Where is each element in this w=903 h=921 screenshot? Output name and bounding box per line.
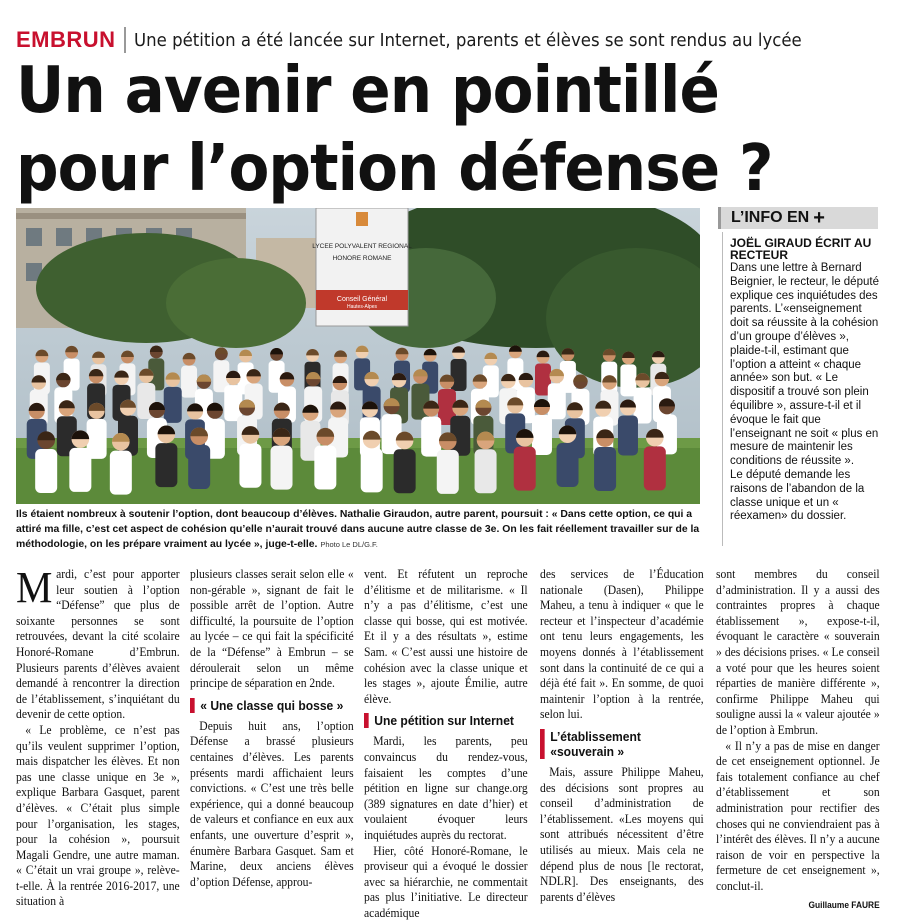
person-body	[394, 449, 416, 493]
sign-line-2: HONORE ROMANE	[333, 255, 393, 262]
group-photo-illustration	[16, 208, 700, 504]
sign-banner-2: Hautes-Alpes	[347, 304, 378, 310]
article-column-3	[364, 567, 528, 921]
person-body	[548, 383, 566, 419]
subheading-bar	[364, 713, 369, 728]
person-body	[437, 450, 459, 494]
info-sidebar	[718, 207, 878, 546]
plus-icon: +	[813, 207, 825, 230]
subheading-text: L’établissement «souverain »	[550, 729, 703, 759]
person-body	[618, 415, 638, 455]
person-body	[181, 366, 197, 398]
sidebar-paragraph: Le député demande les raisons de l’abandon de la classe unique et un « réexamen» du dossier.	[730, 469, 880, 524]
subheading	[540, 729, 704, 759]
person-body	[314, 445, 336, 489]
person-body	[514, 447, 536, 491]
article-paragraph: Hier, côté Honoré-Romane, le proviseur qui a évoqué le dossier avec sa hiérarchie, ne commentait pas plus l’initiative. Le directeur académique	[364, 844, 528, 921]
subheading-text: Une pétition sur Internet	[374, 713, 514, 728]
sign-line-1: LYCEE POLYVALENT REGIONAL	[312, 243, 412, 250]
drop-cap: M	[16, 569, 52, 607]
person-body	[239, 444, 261, 488]
article-column-4	[540, 567, 704, 905]
person-body	[69, 448, 91, 492]
subheading-bar	[190, 698, 195, 713]
sidebar-title: JOËL GIRAUD ÉCRIT AU RECTEUR	[730, 237, 878, 261]
person-body	[475, 449, 497, 493]
sidebar-body	[730, 262, 880, 524]
person-body	[155, 443, 177, 487]
person-body	[224, 385, 242, 421]
kicker	[16, 26, 859, 54]
subheading	[364, 713, 528, 728]
sidebar-divider	[722, 232, 723, 546]
person-body	[110, 451, 132, 495]
author-byline: Guillaume FAURE	[716, 898, 880, 914]
subheading-bar	[540, 729, 545, 759]
article-paragraph: Depuis huit ans, l’option Défense a brassé plusieurs centaines d’élèves. Les parents présents mardi affichaient leurs convictions. « C’est une très belle expérience, qui a donné beaucoup de valeurs et confiance en eux aux enfants, une ouverture d’esprit », énumère Barbara Gasquet. Sam et Marine, deux anciens élèves d’option Défense, approu-	[190, 719, 354, 891]
headline-line-1: Un avenir en pointillé	[16, 54, 719, 128]
paragraph-text: ardi, c’est pour apporter leur soutien à l’option “Défense” que plus de soixante personnes se sont retrouvées, devant la cité scolaire Honoré-Romane d’Embrun. Plusieurs parents d’élèves avaient demandé à rencontrer la direction de l’établissement, s’inquiétant du devenir de cette option.	[16, 567, 180, 721]
sidebar-header	[718, 207, 878, 229]
photo-credit: Photo Le DL/G.F.	[320, 540, 378, 549]
person-body	[644, 446, 666, 490]
kicker-separator	[124, 27, 126, 53]
article-column-1	[16, 567, 180, 910]
article-paragraph: vent. Et réfutent un reproche d’élitisme et de militarisme. « Il n’y a pas d’élitisme, c’est une classe qui bosse, qui est motivée. Et il y a des résultats », estime Sam. « C’est aussi une histoire de cohésion avec la classe unique et les stages », ajoute Émilie, autre élève.	[364, 567, 528, 707]
article-paragraph: « Il n’y a pas de mise en danger de cet enseignement optionnel. Je fais totalement confiance au chef d’établissement et son administration pour rectifier des choses qui ne conviendraient pas à l’intérêt des élèves. Il n’y a aucune raison de voir en perspective la fermeture de cet enseignement », conclut-il.	[716, 739, 880, 895]
location-label: EMBRUN	[16, 27, 116, 53]
person-body	[451, 359, 467, 391]
article-paragraph: des services de l’Éducation nationale (Dasen), Philippe Maheu, a tenu à indiquer « que le recteur et l’inspecteur d’académie ont tenu leurs engagements, les moyens donnés à l’établissement sont dans la continuité de ce qui a déjà été fait ». En somme, de quoi maintenir l’option à la rentrée, selon lui.	[540, 567, 704, 723]
sign-banner: Conseil Général	[337, 296, 388, 303]
person-body	[557, 443, 579, 487]
article-paragraph	[16, 567, 180, 723]
article-column-5	[716, 567, 880, 914]
person-body	[421, 417, 441, 457]
article-paragraph: Mais, assure Philippe Maheu, des décisions sont propres au conseil d’administration de l’établissement. «Les moyens qui sont attribués nécessitent d’être utilisés au mieux. Mais cela ne dépend plus de nous [le rectorat, NDLR]. Des enseignants, des parents d’élèves	[540, 765, 704, 905]
person-body	[35, 449, 57, 493]
subheading	[190, 698, 354, 713]
article-column-2	[190, 567, 354, 890]
person-body	[532, 415, 552, 455]
sidebar-paragraph: Dans une lettre à Bernard Beignier, le recteur, le député explique ces inquiétudes des parents. L’«enseignement doit sa réussite à la cohésion d’un groupe d’élèves », plaide-t-il, estimant que l’option a atteint « chaque année» son but. « Le dispositif a trouvé son plein équilibre », assure-t-il et il évoque le fait que l’enseignant ne soit « plus en mesure de maintenir les conditions de réussite ».	[730, 262, 880, 469]
subheading-text: « Une classe qui bosse »	[200, 698, 343, 713]
kicker-subtitle: Une pétition a été lancée sur Internet, parents et élèves se sont rendus au lycée	[134, 30, 802, 51]
group-photo	[16, 208, 700, 504]
article-paragraph: sont membres du conseil d’administration. Il y a aussi des contraintes propres à chaque établissement », expose-t-il, évoquant le caractère « souverain » des décisions prises. « Le conseil a voté pour que les heures soient réparties de manière différente », confirme Philippe Maheu qui souligne aussi la « valeur ajoutée » de l’option à Embrun.	[716, 567, 880, 739]
headline-line-2: pour l’option défense ?	[16, 132, 773, 206]
article-paragraph: plusieurs classes serait selon elle « non-gérable », signant de fait le possible arrêt de l’option. Autre difficulté, la poursuite de l’option au lycée – ce qui fait la spécificité de la “Défense” à Embrun – se déroulerait selon un même principe de séparation en 2nde.	[190, 567, 354, 692]
headline	[16, 52, 834, 208]
person-body	[594, 447, 616, 491]
photo-caption	[16, 507, 706, 552]
person-body	[188, 445, 210, 489]
person-body	[361, 448, 383, 492]
sidebar-header-label: L’INFO EN	[731, 209, 809, 227]
person-body	[271, 446, 293, 490]
person-body	[164, 387, 182, 423]
caption-text: Ils étaient nombreux à soutenir l’option, dont beaucoup d’élèves. Nathalie Giraudon, autre parent, poursuit : « Dans cette option, ce qui a attiré ma fille, c’est cet aspect de cohésion qu’elle n’aurait trouvé dans aucune autre classe de 3e. On les fait réellement travailler sur de la méthodologie, on les prépare vraiment au lycée », juge-t-elle.	[16, 509, 699, 550]
article-paragraph: Mardi, les parents, peu convaincus du rendez-vous, faisaient les comptes d’une pétition en ligne sur change.org (389 signatures en date d’hier) et voulaient évoquer leurs inquiétudes auprès du rectorat.	[364, 734, 528, 843]
article-paragraph: « Le problème, ce n’est pas qu’ils veulent supprimer l’option, mais dispatcher les élèves. Et non pas une classe unique en 3e », explique Barbara Gasquet, parent d’élèves. « C’était plus simple pour l’organisation, les stages, pour la cohésion », poursuit Magali Gendre, une autre maman. « C’était un vrai groupe », relève-t-elle. À la rentrée 2016-2017, une situation à	[16, 723, 180, 910]
